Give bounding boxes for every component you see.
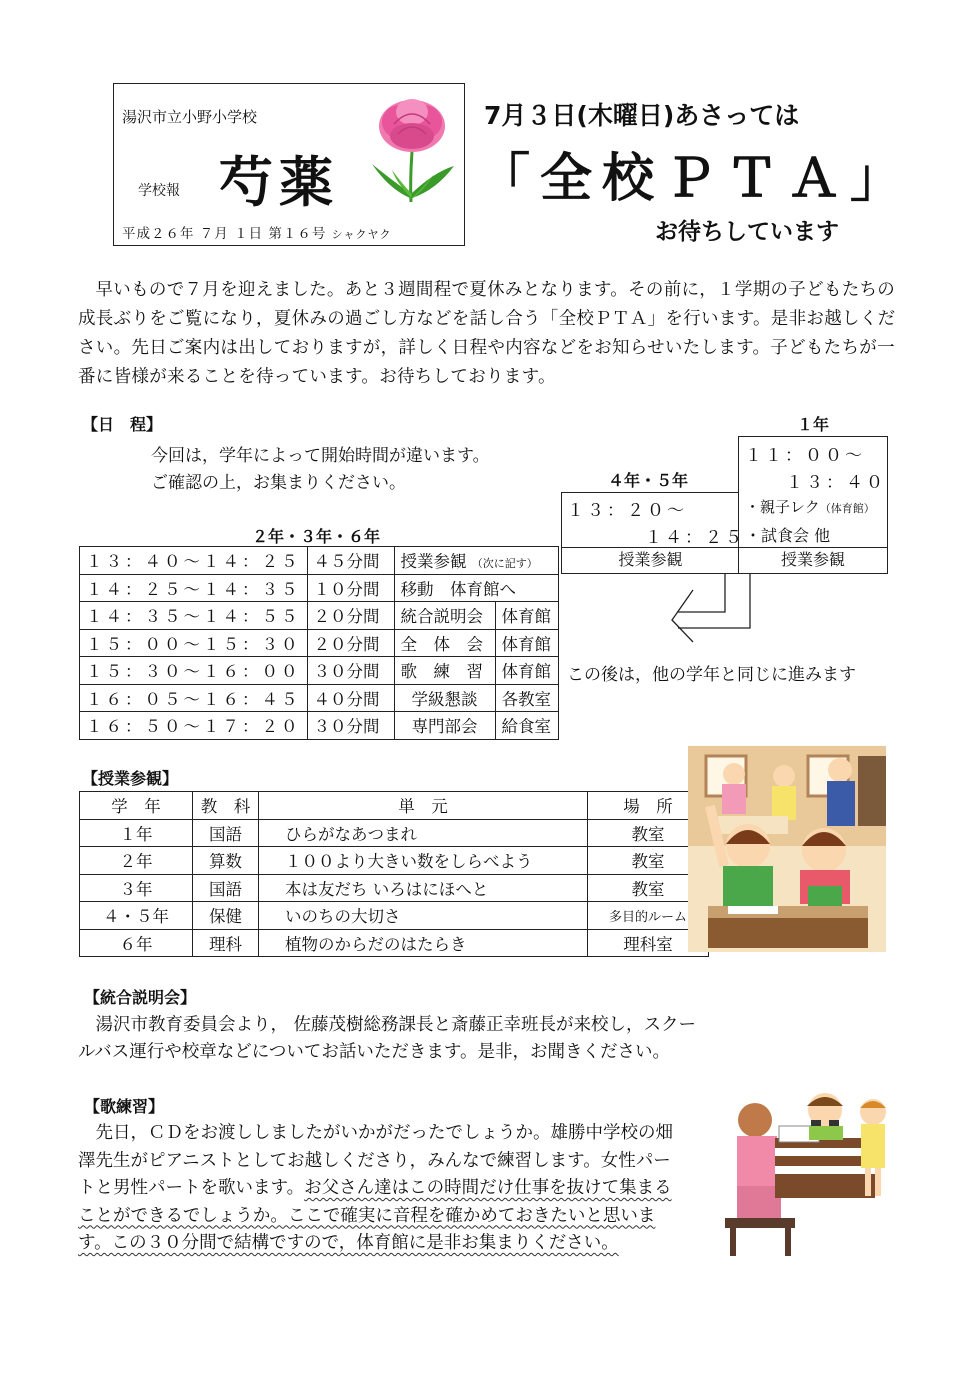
row-duration: ２０分間: [307, 629, 394, 657]
row-duration: ３０分間: [307, 657, 394, 685]
grade1-item-lunch: ・試食会 他: [745, 526, 831, 545]
grade1-item1-text: ・親子レク: [745, 498, 820, 516]
grade45-end: １４：２５: [645, 528, 745, 548]
table-row: [80, 602, 559, 630]
cell-grade: １年: [80, 819, 193, 847]
row-activity: 学級懇談: [394, 684, 495, 712]
song-heading: 【歌練習】: [84, 1097, 165, 1116]
schedule-table: [79, 546, 559, 740]
grade236-label: ２年・３年・６年: [252, 527, 381, 546]
header-unit: 単 元: [259, 792, 588, 820]
cell-place: 教室: [588, 819, 709, 847]
after-note: この後は，他の学年と同じに進みます: [567, 665, 856, 685]
row-place: 給食室: [495, 712, 558, 740]
cell-subject: 国語: [193, 874, 259, 902]
cell-unit: 植物のからだのはたらき: [259, 929, 588, 957]
cell-unit: いのちの大切さ: [259, 902, 588, 930]
grade1-start: １１：００～: [745, 446, 865, 466]
intro-paragraph: 早いもので７月を迎えました。あと３週間程で夏休みとなります。その前に，１学期の子どもたちの成長ぶりをご覧になり，夏休みの過ごし方などを話し合う「全校ＰＴＡ」を行います。是非お越しください。先日ご案内は出しておりますが，詳しく日程や内容などをお知らせいたします。子どもたちが一番に皆様が来ることを待っています。お待ちしております。: [78, 280, 896, 387]
classroom-illustration: [688, 746, 886, 952]
schedule-note-1: 今回は，学年によって開始時間が違います。: [151, 446, 490, 466]
row-time: １６：０５～１６：４５: [80, 684, 308, 712]
row-activity: 統合説明会: [394, 602, 495, 630]
grade1-label: １年: [797, 415, 830, 434]
cell-unit: １００より大きい数をしらべよう: [259, 847, 588, 875]
header-subject: 教 科: [193, 792, 259, 820]
cell-unit: 本は友だち いろはにほへと: [259, 874, 588, 902]
row-duration: ４５分間: [307, 547, 394, 575]
row-place: 各教室: [495, 684, 558, 712]
cell-place: 教室: [588, 874, 709, 902]
grade1-activity: 授業参観: [738, 547, 888, 574]
row-place: 体育館: [495, 602, 558, 630]
row-activity: 専門部会: [394, 712, 495, 740]
header-grade: 学 年: [80, 792, 193, 820]
row-time: １３：４０～１４：２５: [80, 547, 308, 575]
cell-grade: ２年: [80, 847, 193, 875]
row-activity: [394, 547, 558, 575]
headline-date: 7月３日(木曜日)あさっては: [484, 101, 800, 130]
row-place: 体育館: [495, 629, 558, 657]
lessons-heading: 【授業参観】: [82, 769, 179, 788]
table-row: [80, 712, 559, 740]
lessons-table: [79, 791, 709, 957]
row-time: １６：５０～１７：２０: [80, 712, 308, 740]
table-row: [80, 929, 709, 957]
song-text-underlined: お父さん達はこの時間だけ仕事を抜けて集まることができるでしょうか。ここで確実に音程を確かめておきたいと思います。この３０分間で結構ですので，体育館に是非お集まりください。: [78, 1178, 672, 1253]
headline-main: 「全校ＰＴＡ」: [478, 149, 913, 209]
cell-subject: 算数: [193, 847, 259, 875]
cell-subject: 国語: [193, 819, 259, 847]
issue-number: 平成２６年 ７月 １日 第１６号: [122, 226, 327, 242]
grade1-item1-note: （体育館）: [819, 502, 875, 515]
table-row: [80, 629, 559, 657]
row-activity: 移動 体育館へ: [394, 574, 558, 602]
cell-place: 理科室: [588, 929, 709, 957]
table-row: [80, 902, 709, 930]
merge-arrow-icon: [560, 572, 760, 644]
row-activity-text: 授業参観: [400, 552, 467, 572]
row-duration: ３０分間: [307, 712, 394, 740]
song-text: [78, 1120, 688, 1258]
row-time: １５：３０～１６：００: [80, 657, 308, 685]
grade1-end: １３：４０: [786, 473, 886, 493]
row-activity: 全 体 会: [394, 629, 495, 657]
table-header-row: [80, 792, 709, 820]
row-duration: ２０分間: [307, 602, 394, 630]
grade45-activity: 授業参観: [561, 547, 739, 574]
grade45-label: ４年・５年: [608, 471, 689, 490]
cell-grade: ３年: [80, 874, 193, 902]
cell-subject: 理科: [193, 929, 259, 957]
table-row: [80, 874, 709, 902]
cell-place: 教室: [588, 847, 709, 875]
table-row: [80, 547, 559, 575]
schedule-note-2: ご確認の上，お集まりください。: [151, 473, 406, 493]
row-activity: 歌 練 習: [394, 657, 495, 685]
row-time: １５：００～１５：３０: [80, 629, 308, 657]
cell-place: 多目的ルーム: [588, 902, 709, 930]
row-time: １４：２５～１４：３５: [80, 574, 308, 602]
row-duration: １０分間: [307, 574, 394, 602]
row-duration: ４０分間: [307, 684, 394, 712]
masthead-box: [113, 83, 465, 246]
cell-subject: 保健: [193, 902, 259, 930]
paper-type: 学校報: [138, 183, 180, 199]
integration-heading: 【統合説明会】: [84, 988, 197, 1007]
grade45-start: １３：２０～: [567, 501, 687, 521]
table-row: [80, 574, 559, 602]
cell-grade: ６年: [80, 929, 193, 957]
song-text-plain: 先日，ＣＤをお渡ししましたがいかがだったでしょうか。雄勝中学校の畑澤先生がピアニストとしてお越しくださり，みんなで練習します。女性パートと男性パートを歌います。: [78, 1123, 673, 1198]
table-row: [80, 847, 709, 875]
paper-title: 芍薬: [219, 150, 339, 214]
issue-line: [122, 222, 391, 242]
issue-reading: シャクヤク: [331, 228, 392, 241]
table-row: [80, 819, 709, 847]
row-activity-note: （次に記す）: [471, 557, 538, 571]
grade1-item-rec: [745, 496, 875, 517]
row-place: 体育館: [495, 657, 558, 685]
header-place: 場 所: [588, 792, 709, 820]
cell-unit: ひらがなあつまれ: [259, 819, 588, 847]
row-time: １４：３５～１４：５５: [80, 602, 308, 630]
school-name: 湯沢市立小野小学校: [122, 108, 258, 126]
integration-text: 湯沢市教育委員会より， 佐藤茂樹総務課長と斎藤正幸班長が来校し，スクールバス運行や校章などについてお話いただきます。是非，お聞きください。: [78, 1015, 697, 1062]
schedule-heading: 【日 程】: [82, 415, 163, 434]
table-row: [80, 684, 559, 712]
cell-grade: ４・５年: [80, 902, 193, 930]
table-row: [80, 657, 559, 685]
piano-illustration: [715, 1088, 895, 1258]
peony-flower-icon: [364, 94, 459, 204]
headline-sub: お待ちしています: [655, 219, 839, 245]
